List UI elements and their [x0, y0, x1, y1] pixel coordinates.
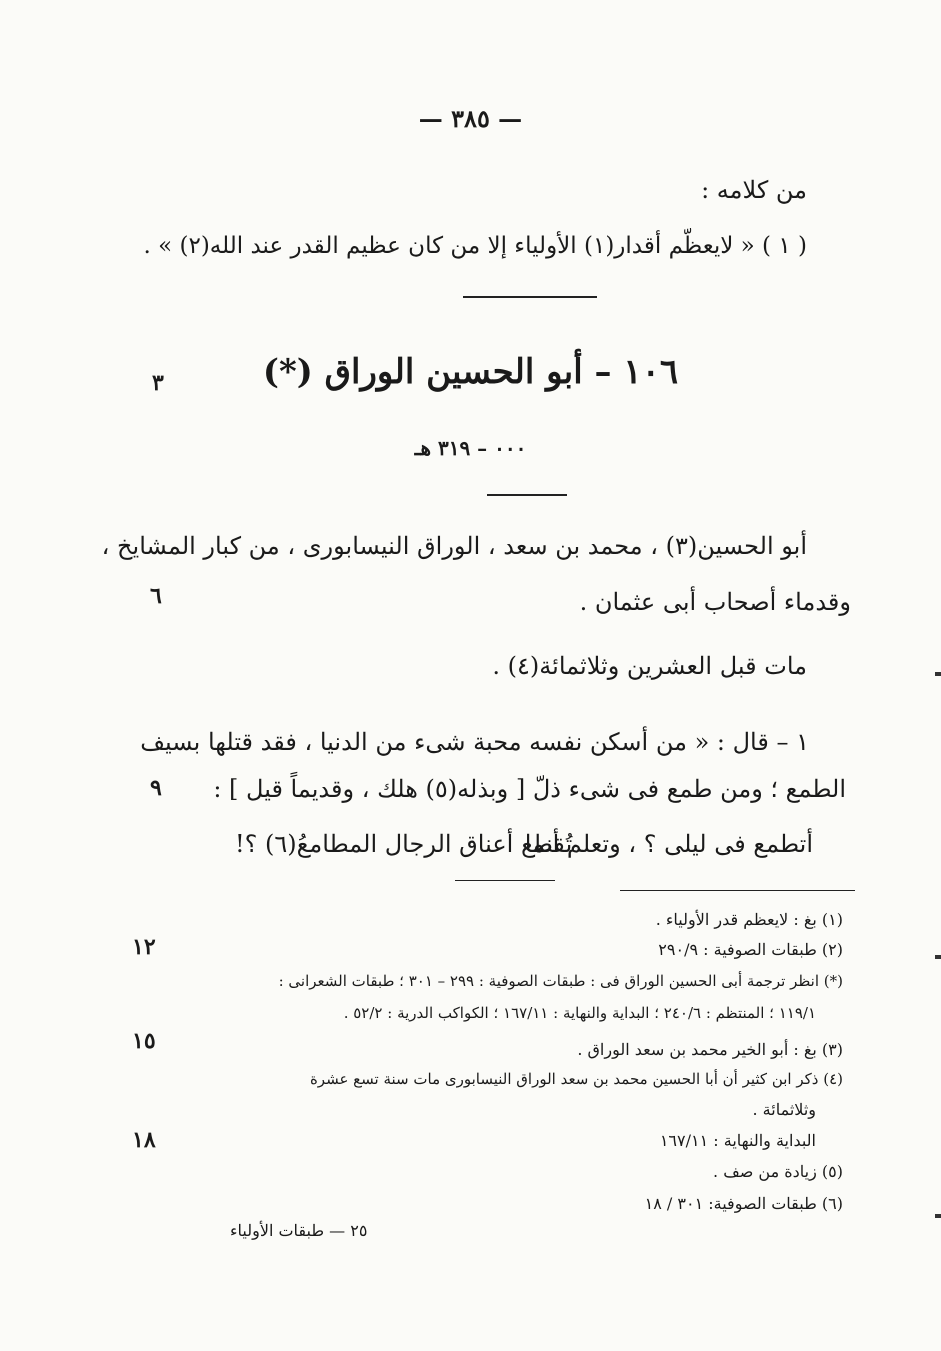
line-number-3: ٣ — [152, 370, 164, 396]
page-number: — ٣٨٥ — — [418, 104, 523, 133]
verse-hemistich-2: تُقطع أعناق الرجال المطامعُ(٦) ؟! — [235, 830, 573, 858]
line-number-9: ٩ — [150, 775, 162, 801]
quote-line-1: ١ – قال : « من أسكن نفسه محبة شىء من الدنيا ، فقد قتلها بسيف — [140, 728, 809, 756]
footnote-1: (١) بغ : لايعظم قدر الأولياء . — [655, 910, 843, 929]
line-number-18: ١٨ — [132, 1127, 156, 1153]
entry-title: ١٠٦ – أبو الحسين الوراق (*) — [262, 352, 679, 392]
sayings-heading: من كلامه : — [701, 176, 807, 204]
entry-dates: ٠٠٠ – ٣١٩ هـ — [414, 436, 527, 460]
bio-line-1: أبو الحسين(٣) ، محمد بن سعد ، الوراق النيسابورى ، من كبار المشايخ ، — [101, 532, 807, 560]
footnote-4-source: البداية والنهاية : ١٦٧/١١ — [659, 1131, 816, 1150]
footnote-6: (٦) طبقات الصوفية: ٣٠١ / ١٨ — [644, 1194, 843, 1213]
saying-1: ( ١ ) « لايعظّم أقدار(١) الأولياء إلا من كان عظيم القدر عند الله(٢) » . — [143, 233, 807, 259]
printer-signature: ٢٥ — طبقات الأولياء — [230, 1221, 368, 1240]
footnote-divider — [620, 890, 855, 891]
section-divider — [463, 296, 597, 298]
margin-mark — [935, 1214, 941, 1218]
quote-line-2: الطمع ؛ ومن طمع فى شىء ذلّ [ وبذله(٥) هلك ، وقديماً قيل ] : — [213, 775, 846, 803]
footnote-4-cont: وثلاثمائة . — [752, 1100, 816, 1119]
footnote-4: (٤) ذكر ابن كثير أن أبا الحسين محمد بن سعد الوراق النيسابورى مات سنة تسع عشرة — [309, 1070, 843, 1088]
footnote-star: (*) انظر ترجمة أبى الحسين الوراق فى : طبقات الصوفية : ٢٩٩ – ٣٠١ ؛ طبقات الشعرانى : — [278, 972, 843, 990]
footnote-5: (٥) زيادة من صف . — [713, 1162, 843, 1181]
margin-mark — [935, 955, 941, 959]
verse-hemistich-1: أتطمع فى ليلى ؟ ، وتعلم أنما — [524, 830, 813, 858]
footnote-2: (٢) طبقات الصوفية : ٢٩٠/٩ — [658, 940, 843, 959]
verse-underline — [455, 880, 555, 881]
line-number-15: ١٥ — [132, 1028, 156, 1054]
bio-line-2: وقدماء أصحاب أبى عثمان . — [579, 588, 851, 616]
death-note: مات قبل العشرين وثلاثمائة(٤) . — [492, 652, 807, 680]
footnote-3: (٣) بغ : أبو الخير محمد بن سعد الوراق . — [577, 1040, 843, 1059]
line-number-6: ٦ — [150, 583, 162, 609]
margin-mark — [935, 672, 941, 676]
footnote-star-cont: ١١٩/١ ؛ المنتظم : ٢٤٠/٦ ؛ البداية والنهاية : ١٦٧/١١ ؛ الكواكب الدرية : ٥٢/٢ . — [343, 1004, 816, 1022]
title-divider — [487, 494, 567, 496]
line-number-12: ١٢ — [132, 934, 156, 960]
